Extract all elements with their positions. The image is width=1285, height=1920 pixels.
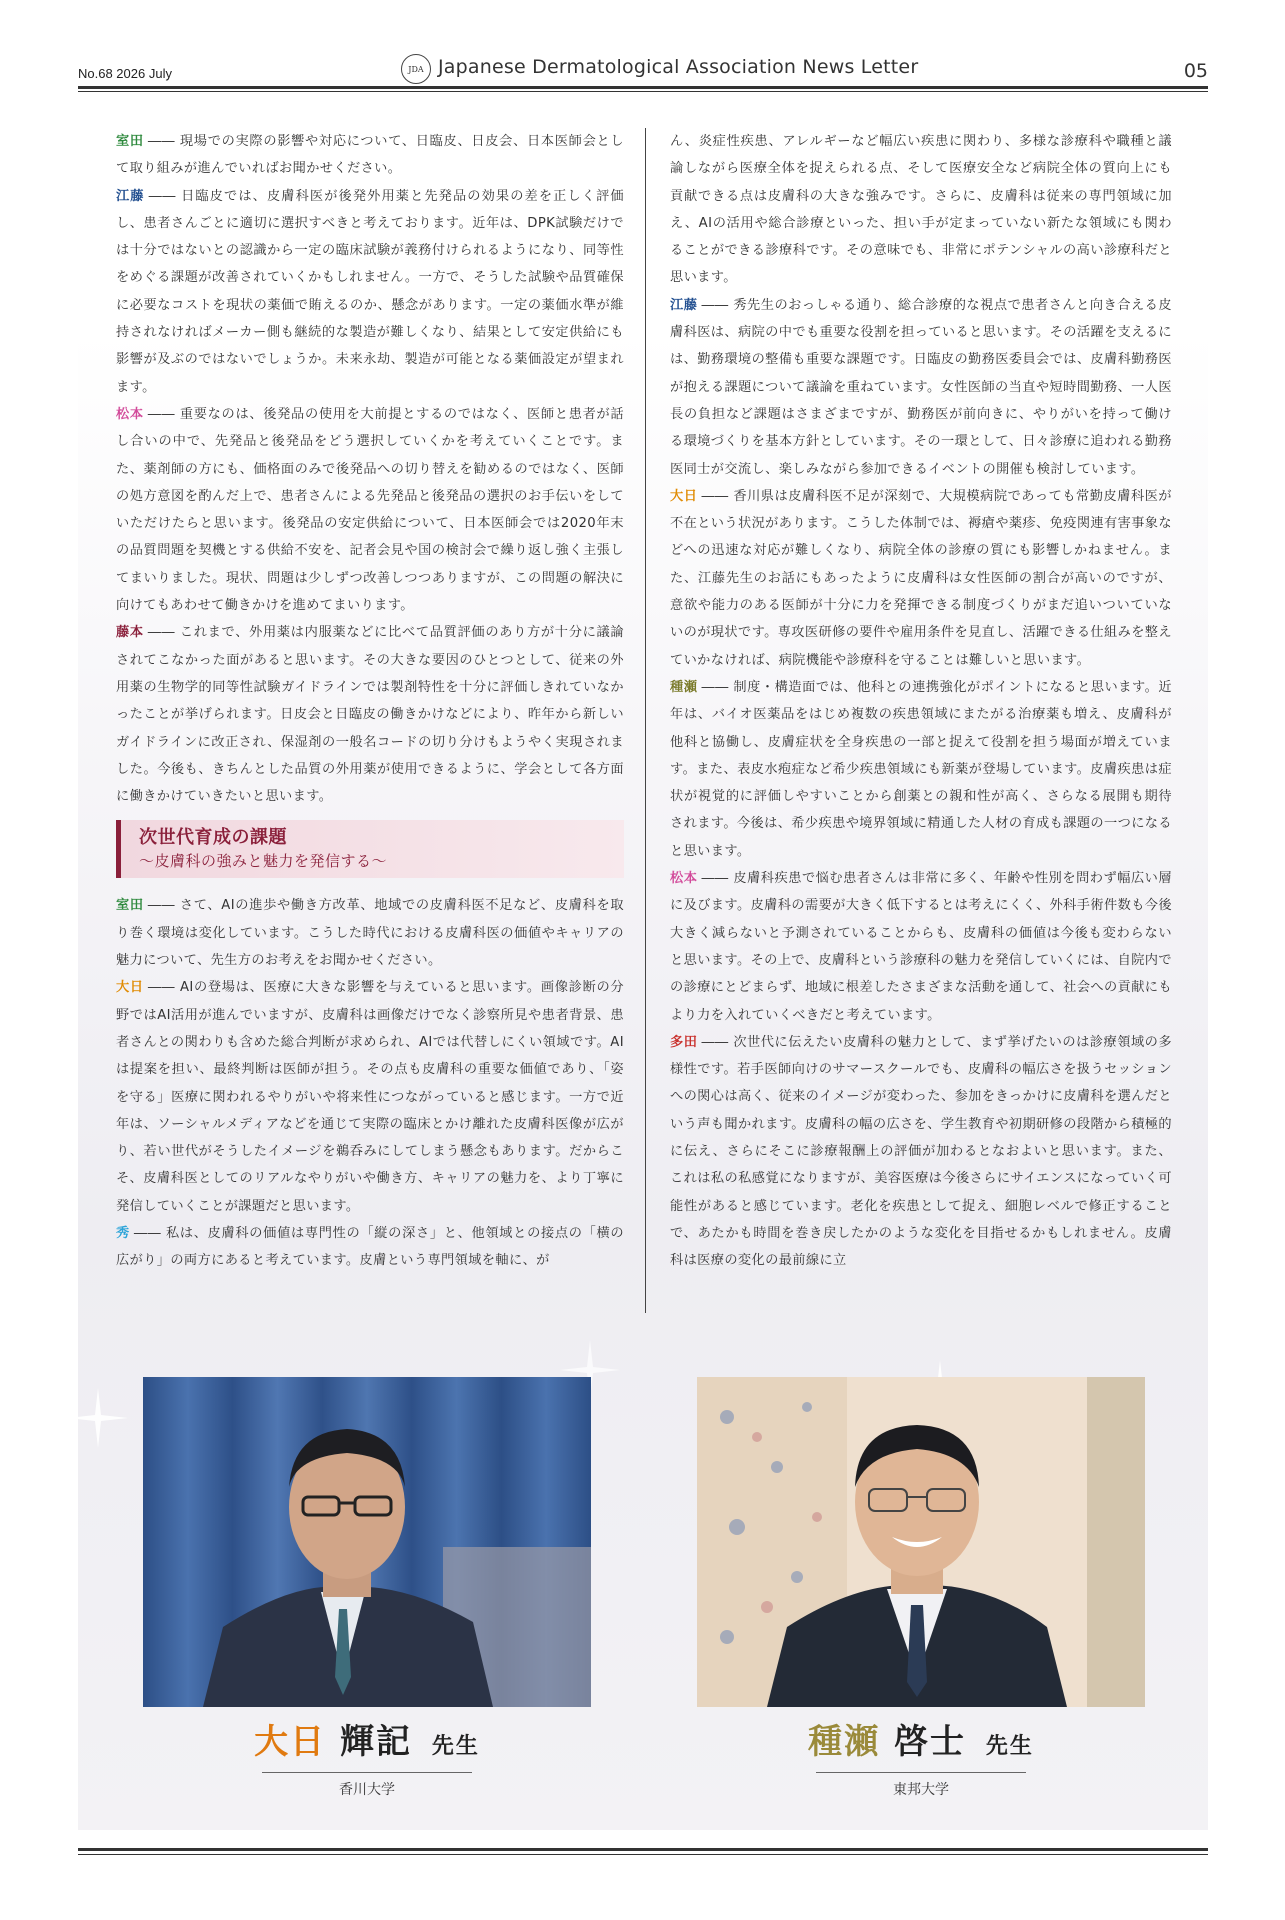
paragraph-text: ―― 日臨皮では、皮膚科医が後発外用薬と先発品の効果の差を正しく評価し、患者さんごとに適切に選択すべきと考えております。近年は、DPK試験だけでは十分ではないとの認識から一定の臨床試験が義務付けられるようになり、同等性をめぐる課題が改善されていくかもしれません。一方で、そうした試験や品質確保に必要なコストを現状の薬価で賄えるのか、懸念があります。一定の薬価水準が維持されなければメーカー側も継続的な製造が難しくなり、結果として安定供給にも影響が及ぶのではないでしょうか。未来永劫、製造が可能となる薬価設定が望まれます。 [116,188,624,395]
right-column [670,128,1172,1274]
profile-given-name: 輝記 [339,1722,412,1762]
paragraph [670,865,1172,1029]
profile-honorific: 先生 [431,1733,480,1759]
speaker-label: 室田 [116,134,144,149]
caption-rule [262,1772,472,1773]
paragraph [670,128,1172,292]
paragraph [116,1220,624,1275]
paragraph-text: ―― AIの登場は、医療に大きな影響を与えていると思います。画像診断の分野ではAI活用が進んでいますが、皮膚科は画像だけでなく診察所見や患者背景、患者さんとの関わりも含めた総合判断が求められ、AIでは代替しにくい領域です。AIは提案を担い、最終判断は医師が担う。その点も皮膚科の重要な価値であり、「姿を守る」医療に関われるやりがいや将来性につながっていると感じます。一方で近年は、ソーシャルメディアなどを通じて実際の臨床とかけ離れた皮膚科医像が広がり、若い世代がそうしたイメージを鵜呑みにしてしまう懸念もあります。だからこそ、皮膚科医としてのリアルなやりがいや働き方、キャリアの魅力を、より丁寧に発信していくことが課題だと思います。 [116,980,624,1214]
paragraph-text: ―― 私は、皮膚科の価値は専門性の「縦の深さ」と、他領域との接点の「横の広がり」の両方にあると考えています。皮膚という専門領域を軸に、が [116,1225,624,1269]
paragraph-text: ―― 現場での実際の影響や対応について、日臨皮、日皮会、日本医師会として取り組みが進んでいればお聞かせください。 [116,134,624,177]
paragraph-text: ―― さて、AIの進歩や働き方改革、地域での皮膚科医不足など、皮膚科を取り巻く環境は変化しています。こうした時代における皮膚科医の価値やキャリアの魅力について、先生方のお考えをお聞かせください。 [116,898,624,969]
footer-rule-thin [78,1854,1208,1855]
profile-surname: 種瀬 [808,1722,881,1762]
paragraph-text: ―― 制度・構造面では、他科との連携強化がポイントになると思います。近年は、バイオ医薬品をはじめ複数の疾患領域にまたがる治療薬も増え、皮膚科が他科と協働し、皮膚症状を全身疾患の一部と捉えて役割を担う場面が増えています。また、表皮水疱症など希少疾患領域にも新薬が登場しています。皮膚疾患は症状が視覚的に評価しやすいことから創薬との親和性が高く、さらなる展開も期待されます。今後は、希少疾患や境界領域に精通した人材の育成も課題の一つになると思います。 [670,679,1172,859]
paragraph [116,974,624,1220]
profile-name [697,1720,1145,1768]
paragraph [116,183,624,401]
page-number: 05 [1183,60,1208,82]
speaker-label: 江藤 [670,297,698,313]
speaker-label: 室田 [116,898,144,914]
paragraph [116,128,624,183]
paragraph-text: ―― 秀先生のおっしゃる通り、総合診療的な視点で患者さんと向き合える皮膚科医は、病院の中でも重要な役割を担っていると思います。その活躍を支えるには、勤務環境の整備も重要な課題です。日臨皮の勤務医委員会では、皮膚科勤務医が抱える課題について議論を重ねています。女性医師の当直や短時間勤務、一人医長の負担など課題はさまざまですが、勤務医が前向きに、やりがいを持って働ける環境づくりを基本方針としています。その一環として、日々診療に追われる勤務医同士が交流し、楽しみながら参加できるイベントの開催も検討しています。 [670,297,1172,477]
section-title: 次世代育成の課題 [139,827,287,849]
speaker-label: 秀 [116,1225,130,1241]
speaker-label: 種瀬 [670,679,698,695]
profile-caption-ohi [143,1720,591,1799]
paragraph-text: ―― 次世代に伝えたい皮膚科の魅力として、まず挙げたいのは診療領域の多様性です。若手医師向けのサマースクールでも、皮膚科の幅広さを扱うセッションへの関心は高く、従来のイメージが変わった、参加をきっかけに皮膚科を選んだという声も聞かれます。皮膚科の幅の広さを、学生教育や初期研修の段階から積極的に伝え、さらにそこに診療報酬上の評価が加わるとなおよいと思います。また、これは私の私感覚になりますが、美容医療は今後さらにサイエンスになっていく可能性があると感じています。老化を疾患として捉え、細胞レベルで修正することで、あたかも時間を巻き戻したかのような変化を目指せるかもしれません。皮膚科は医療の変化の最前線に立 [670,1034,1172,1269]
paragraph [670,292,1172,483]
issue-label: No.68 2026 July [78,66,172,81]
jda-logo-icon: JDA [401,54,431,84]
paragraph-text: ―― 重要なのは、後発品の使用を大前提とするのではなく、医師と患者が話し合いの中で、先発品と後発品をどう選択していくかを考えていくことです。また、薬剤師の方にも、価格面のみで後発品への切り替えを勧めるのではなく、医師の処方意図を酌んだ上で、患者さんによる先発品と後発品の選択のお手伝いをしていただけたらと思います。後発品の安定供給について、日本医師会では2020年末の品質問題を契機とする供給不安を、記者会見や国の検討会で繰り返し強く主張してまいりました。現状、問題は少しずつ改善しつつありますが、この問題の解決に向けてもあわせて働きかけを進めてまいります。 [116,406,624,614]
column-divider [645,128,646,1313]
paragraph [116,892,624,974]
header-rule [78,86,1208,89]
section-subtitle: ～皮膚科の強みと魅力を発信する～ [139,852,388,871]
page-header [78,54,1208,90]
portrait-photo-ohi [143,1377,591,1707]
speaker-label: 藤本 [116,625,144,641]
paragraph [116,619,624,810]
profile-honorific: 先生 [985,1733,1034,1759]
profile-affiliation: 東邦大学 [893,1782,949,1798]
paragraph [670,483,1172,674]
paragraph-text: ん、炎症性疾患、アレルギーなど幅広い疾患に関わり、多様な診療科や職種と議論しながら医療全体を捉えられる点、そして医療安全など病院全体の質向上にも貢献できる点は皮膚科の大きな強みです。さらに、皮膚科は従来の専門領域に加え、AIの活用や総合診療といった、担い手が定まっていない新たな領域にも関わることができる診療科です。その意味でも、非常にポテンシャルの高い診療科だと思います。 [670,134,1172,286]
speaker-label: 松本 [670,871,698,887]
sparkle-icon [68,1388,128,1448]
caption-rule [816,1772,1026,1773]
profile-name [143,1720,591,1768]
profile-given-name: 啓士 [893,1722,966,1762]
paragraph-text: ―― 香川県は皮膚科医不足が深刻で、大規模病院であっても常勤皮膚科医が不在という状況があります。こうした体制では、褥瘡や薬疹、免疫関連有害事象などへの迅速な対応が難しくなり、病院全体の診療の質にも影響しかねません。また、江藤先生のお話にもあったように皮膚科は女性医師の割合が高いのですが、意欲や能力のある医師が十分に力を発揮できる制度づくりがまだ追いついていないのが現状です。専攻医研修の要件や雇用条件を見直し、活躍できる仕組みを整えていかなければ、病院機能や診療科を守ることは難しいと思います。 [670,488,1172,668]
header-rule-thin [78,91,1208,92]
speaker-label: 大日 [670,488,698,504]
portrait-photo-taneno [697,1377,1145,1707]
speaker-label: 松本 [116,406,144,422]
paragraph-text: ―― 皮膚科疾患で悩む患者さんは非常に多く、年齢や性別を問わず幅広い層に及びます。皮膚科の需要が大きく低下するとは考えにくく、外科手術件数も今後大きく減らないと予測されていることからも、皮膚科の価値は今後も変わらないと思います。その上で、皮膚科という診療科の魅力を発信していくには、自院内での診療にとどまらず、地域に根差したさまざまな活動を通して、社会への貢献にもより力を入れていくべきだと考えています。 [670,871,1172,1023]
speaker-label: 江藤 [116,188,145,204]
profile-affiliation: 香川大学 [339,1782,395,1798]
paragraph [116,401,624,619]
profile-caption-taneno [697,1720,1145,1799]
profile-surname: 大日 [254,1722,327,1762]
paragraph-text: ―― これまで、外用薬は内服薬などに比べて品質評価のあり方が十分に議論されてこなかった面があると思います。その大きな要因のひとつとして、従来の外用薬の生物学的同等性試験ガイドラインでは製剤特性を十分に評価しきれていなかったことが挙げられます。日皮会と日臨皮の働きかけなどにより、昨年から新しいガイドラインに改正され、保湿剤の一般名コードの切り分けもようやく実現されました。今後も、きちんとした品質の外用薬が使用できるように、学会として各方面に働きかけていきたいと思います。 [116,625,624,805]
section-heading [116,820,624,878]
paragraph [670,1029,1172,1275]
left-column [116,128,624,1275]
speaker-label: 大日 [116,980,144,996]
footer-rule [78,1848,1208,1851]
paragraph [670,674,1172,865]
speaker-label: 多田 [670,1034,698,1050]
newsletter-title: Japanese Dermatological Association News Letter [438,56,919,78]
